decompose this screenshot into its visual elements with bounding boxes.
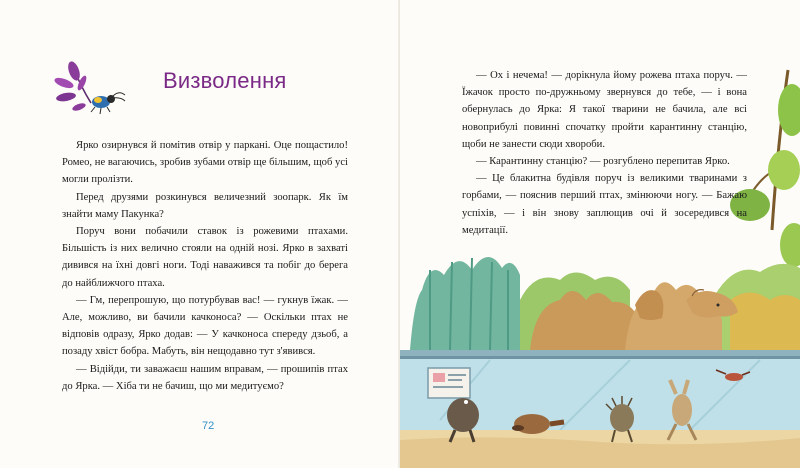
right-body-text (462, 67, 747, 239)
right-page (400, 0, 800, 468)
leaf-beetle-ornament-icon (53, 57, 129, 117)
paragraph: — Відійди, ти заважаєш нашим вправам, — прошипів птах до Ярка. — Хіба ти не бачиш, що ми медитуємо? (62, 363, 348, 392)
paragraph: Ярко озирнувся й помітив отвір у паркані. Оце пощастило! Ромео, не вагаючись, зробив зубами отвір ще більшим, щоб усі могли пролізти. (62, 140, 348, 186)
paragraph: Поруч вони побачили ставок із рожевими птахами. Більшість із них велично стояли на одній нозі. Ярко в захваті дивився на їхні довгі ноги. Тоді наважився та побіг до берега до найближчого птаха. (62, 226, 348, 289)
paragraph: — Карантинну станцію? — розгублено перепитав Ярко. (476, 156, 730, 168)
paragraph: — Гм, перепрошую, що потурбував вас! — гукнув їжак. — Але, можливо, ви бачили качконоса? — Оскільки птах не відповів одразу, Ярко додав: — У качконоса спереду дзьоб, а позаду хвіст бобра. Мабуть, він нещодавно тут з'явився. (62, 294, 348, 358)
left-body-text (62, 137, 348, 395)
page-number: 72 (202, 420, 215, 432)
paragraph: Перед друзями розкинувся величезний зоопарк. Як їм знайти маму Пакунка? (62, 191, 348, 220)
paragraph: — Ох і нечема! — дорікнула йому рожева птаха поруч. — Їжачок просто по-дружньому звернувся до тебе, — і вона обернулась до Ярка: Я такої тварини не бачила, але всі новоприбулі повинні спочатку пройти карантинну станцію, щоби не занести сюди хвороби. (462, 70, 747, 150)
paragraph: — Це блакитна будівля поруч із великими тваринами з горбами, — пояснив перший птах, змінюючи ногу. — Бажаю успіхів, — і він знову заплющив очі й зосередився на медитації. (462, 173, 747, 236)
chapter-title: Визволення (163, 68, 287, 93)
